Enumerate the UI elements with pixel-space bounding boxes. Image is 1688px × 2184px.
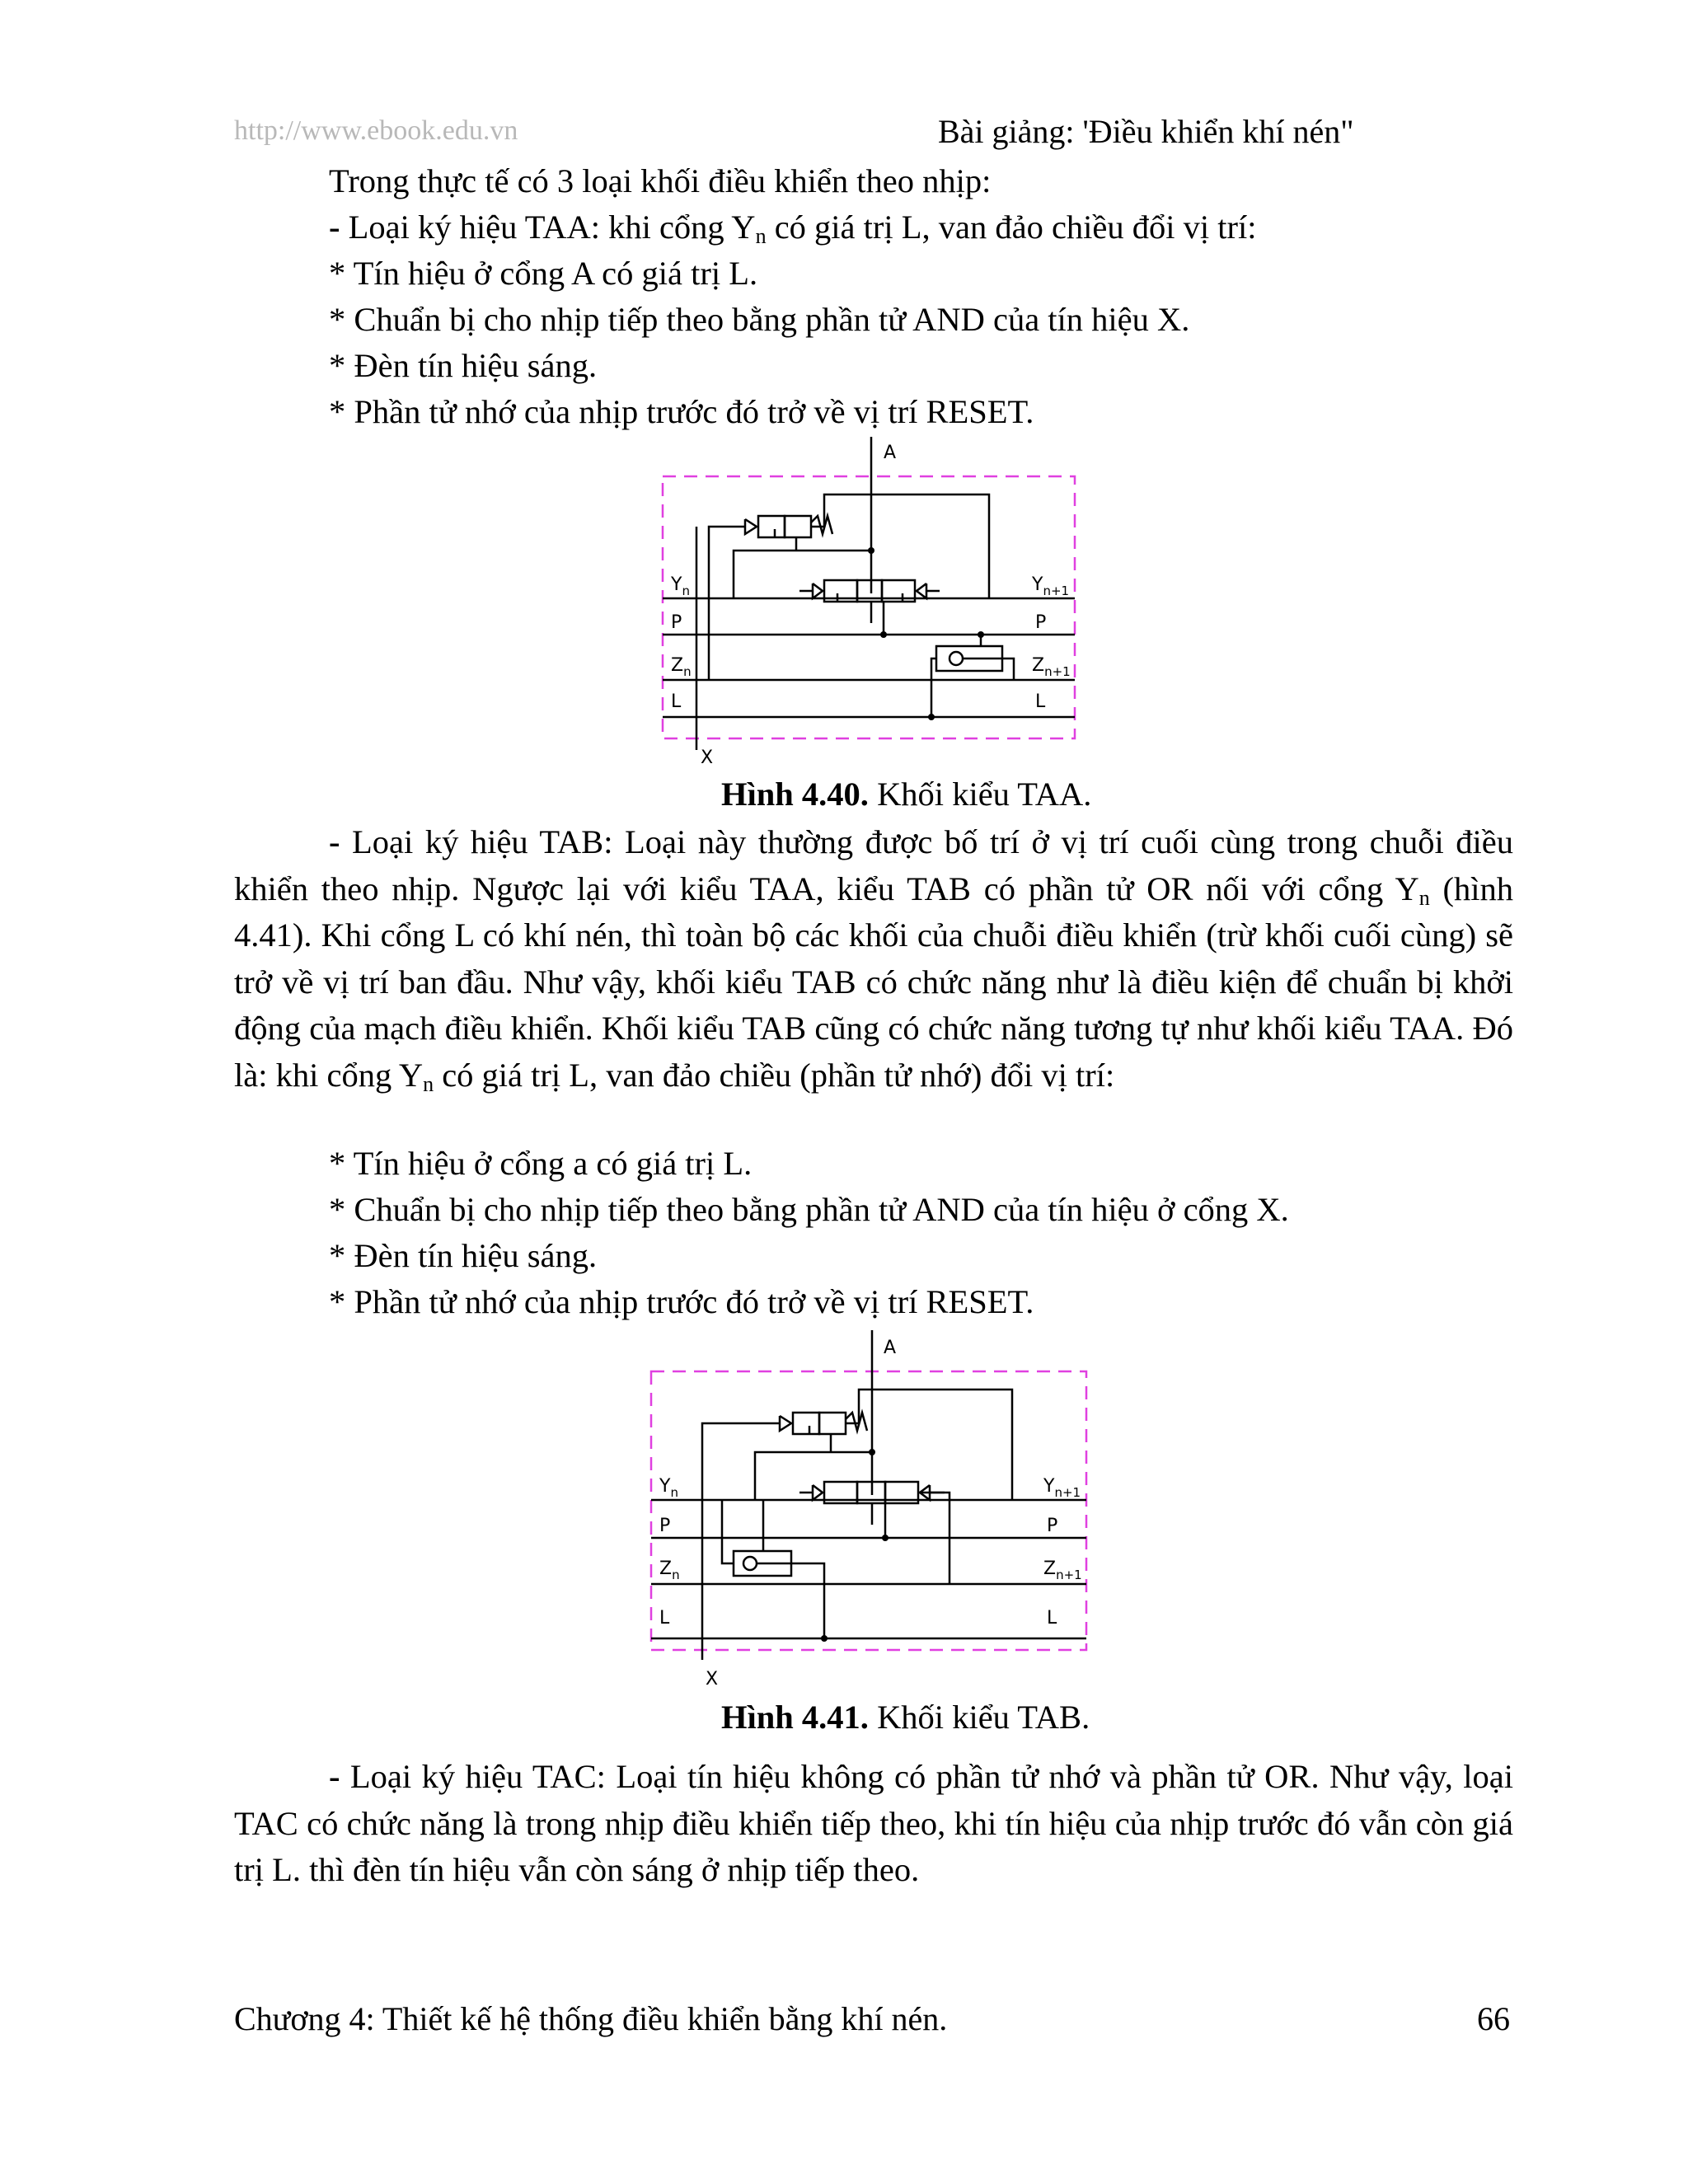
intro-line: Trong thực tế có 3 loại khối điều khiển theo nhịp: <box>329 162 992 199</box>
header-title: Bài giảng: 'Điều khiển khí nén" <box>938 113 1354 150</box>
figure-caption-tab: Hình 4.41. Khối kiểu TAB. <box>721 1699 1090 1736</box>
port-a-label: A <box>884 443 897 463</box>
port-p-label: P <box>1047 1516 1058 1536</box>
port-yn1-label: $Y_{n+1}$ <box>1032 574 1070 598</box>
port-x-label: X <box>706 1669 719 1690</box>
taa-item: * Tín hiệu ở cổng A có giá trị L. <box>329 255 758 292</box>
port-l-label: L <box>1047 1608 1057 1629</box>
port-yn-label: $Y_n$ <box>671 574 690 598</box>
tab-item: * Tín hiệu ở cổng a có giá trị L. <box>329 1145 753 1182</box>
tab-item: * Đèn tín hiệu sáng. <box>329 1237 598 1274</box>
port-zn1-label: $Z_{n+1}$ <box>1032 655 1071 679</box>
taa-item: * Phần tử nhớ của nhịp trước đó trở về vị trí RESET. <box>329 393 1034 430</box>
block-boundary <box>651 1371 1086 1650</box>
port-yn-label: $Y_n$ <box>659 1476 678 1500</box>
block-boundary <box>663 476 1075 738</box>
port-x-label: X <box>701 748 714 768</box>
port-zn-label: $Z_n$ <box>671 655 692 679</box>
port-a-label: A <box>884 1338 897 1358</box>
taa-item: * Chuẩn bị cho nhịp tiếp theo bằng phần tử AND của tín hiệu X. <box>329 301 1190 338</box>
port-zn1-label: $Z_{n+1}$ <box>1043 1558 1082 1582</box>
port-yn1-label: $Y_{n+1}$ <box>1043 1476 1081 1500</box>
port-l-label: L <box>659 1608 670 1629</box>
tac-paragraph: - Loại ký hiệu TAC: Loại tín hiệu không có phần tử nhớ và phần tử OR. Như vậy, loại TAC có chức năng là trong nhịp điều khiển tiếp theo, khi tín hiệu của nhịp trước đó vẫn còn giá trị L. thì đèn tín hiệu vẫn còn sáng ở nhịp tiếp theo. <box>234 1758 1513 1888</box>
header-url: http://www.ebook.edu.vn <box>234 115 518 146</box>
port-l-label: L <box>671 691 682 712</box>
port-p-label: P <box>1035 612 1047 633</box>
taa-item: * Đèn tín hiệu sáng. <box>329 347 598 384</box>
port-l-label: L <box>1035 691 1046 712</box>
footer-chapter: Chương 4: Thiết kế hệ thống điều khiển bằng khí nén. <box>234 2000 948 2037</box>
tab-item: * Chuẩn bị cho nhịp tiếp theo bằng phần tử AND của tín hiệu ở cổng X. <box>329 1191 1289 1228</box>
figure-taa-diagram <box>651 437 1096 775</box>
tab-paragraph: - Loại ký hiệu TAB: Loại này thường được bố trí ở vị trí cuối cùng trong chuỗi điều khiển theo nhịp. Ngược lại với kiểu TAA, kiểu TAB có phần tử OR nối với cổng $Y_n$ (hình 4.41). Khi cổng L có khí nén, thì toàn bộ các khối của chuỗi điều khiển (trừ khối cuối cùng) sẽ trở về vị trí ban đầu. Như vậy, khối kiểu TAB có chức năng như là điều kiện để chuẩn bị khởi động của mạch điều khiển. Khối kiểu TAB cũng có chức năng tương tự như khối kiểu TAA. Đó là: khi cổng $Y_n$ có giá trị L, van đảo chiều (phần tử nhớ) đổi vị trí: <box>234 823 1514 1096</box>
port-p-label: P <box>671 612 682 633</box>
figure-caption-taa: Hình 4.40. Khối kiểu TAA. <box>721 776 1092 813</box>
figure-tab-diagram <box>640 1330 1101 1693</box>
tab-item: * Phần tử nhớ của nhịp trước đó trở về vị trí RESET. <box>329 1283 1034 1320</box>
taa-lead: - Loại ký hiệu TAA: khi cổng $Y_n$ có giá trị L, van đảo chiều đổi vị trí: <box>329 209 1257 248</box>
port-p-label: P <box>659 1516 671 1536</box>
page-number: 66 <box>1477 2000 1510 2037</box>
port-zn-label: $Z_n$ <box>659 1558 680 1582</box>
